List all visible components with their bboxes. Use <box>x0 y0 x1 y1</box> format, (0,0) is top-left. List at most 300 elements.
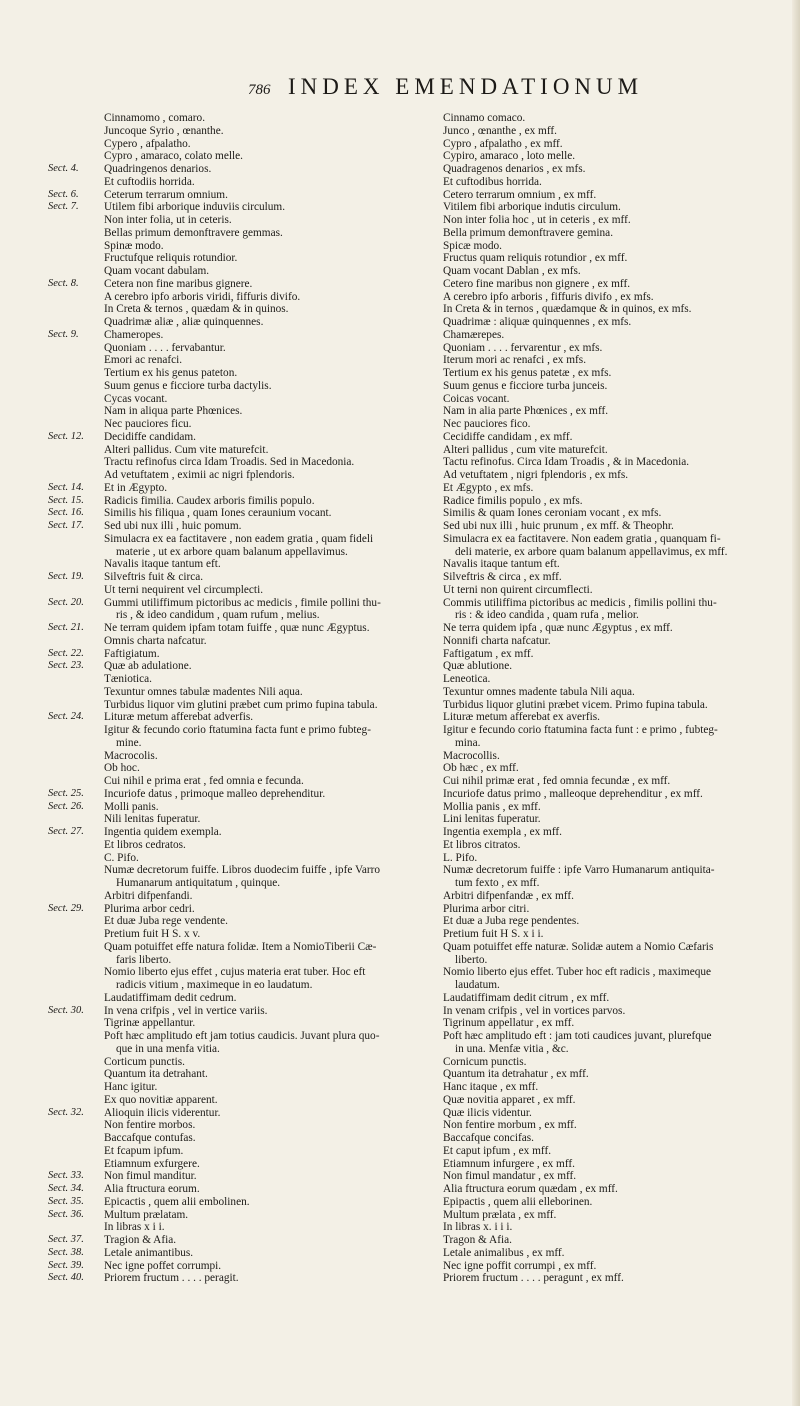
right-entry: Ob hæc , ex mff. <box>443 762 519 775</box>
left-entry <box>48 954 428 967</box>
entry-text: Ceterum terrarum omnium. <box>104 188 228 201</box>
left-entry <box>48 444 428 457</box>
running-title: INDEX EMENDATIONUM <box>288 74 644 99</box>
right-entry: Letale animalibus , ex mff. <box>443 1246 565 1259</box>
right-entry: Ad vetuftatem , nigri fplendoris , ex mfs. <box>443 469 629 481</box>
section-marker: Sect. 4. <box>48 163 79 174</box>
entry-text: Juncoque Syrio , œnanthe. <box>104 124 224 137</box>
left-entry <box>48 1260 428 1273</box>
entry-text: Corticum punctis. <box>104 1055 185 1068</box>
section-marker <box>48 316 104 329</box>
right-entry: Baccafque concifas. <box>443 1132 534 1144</box>
left-entry <box>48 138 428 151</box>
section-marker <box>48 890 104 903</box>
section-marker: Sect. 24. <box>48 711 84 723</box>
right-entry: Numæ decretorum fuiffe : ipfe Varro Humanarum antiquita- <box>443 864 715 877</box>
right-entry: Ne terra quidem ipfa , quæ nunc Ægyptus , ex mff. <box>443 622 673 634</box>
entry-text: Ad vetuftatem , eximii ac nigri fplendoris. <box>104 469 295 481</box>
entry-text: Gummi utiliffimum pictoribus ac medicis , fimile pollini thu- <box>104 596 381 609</box>
left-entry <box>48 1107 428 1120</box>
left-entry <box>48 788 428 801</box>
entry-text: Letale animantibus. <box>104 1246 194 1259</box>
entry-text: Tragion & Afia. <box>104 1234 177 1246</box>
right-entry: Silveftris & circa , ex mff. <box>443 571 562 583</box>
right-entry: Cui nihil primæ erat , fed omnia fecundæ , ex mff. <box>443 775 671 787</box>
section-marker: Sect. 16. <box>48 507 84 519</box>
entry-text: que in una menfa vitia. <box>116 1042 220 1055</box>
left-entry <box>48 342 428 355</box>
right-entry: liberto. <box>455 953 488 966</box>
left-entry <box>48 801 428 814</box>
right-entry: in una. Menfæ vitia , &c. <box>455 1042 569 1055</box>
right-entry: Laudatiffimam dedit citrum , ex mff. <box>443 991 610 1004</box>
entry-text: In Creta & ternos , quædam & in quinos. <box>104 303 289 316</box>
entry-text: Poft hæc amplitudo eft jam totius caudicis. Juvant plura quo- <box>104 1030 380 1042</box>
right-entry: Et Ægypto , ex mfs. <box>443 481 534 494</box>
entry-text: ris , & ideo candidum , quam rufum , melius. <box>116 609 320 622</box>
section-marker <box>48 367 104 380</box>
entry-text: Macrocolis. <box>104 749 158 762</box>
section-marker <box>48 252 104 265</box>
entry-text: Ob hoc. <box>104 762 140 775</box>
left-entry <box>48 431 428 444</box>
entry-text: Cypero , afpalatho. <box>104 137 191 150</box>
left-entry <box>48 240 428 253</box>
entry-text: Alioquin ilicis viderentur. <box>104 1106 221 1119</box>
left-entry <box>48 1234 428 1247</box>
right-entry: Etiamnum infurgere , ex mff. <box>443 1157 575 1170</box>
left-entry <box>48 839 428 852</box>
section-marker <box>48 240 104 253</box>
entry-text: Cypro , amaraco, colato melle. <box>104 150 243 163</box>
section-marker: Sect. 37. <box>48 1234 84 1245</box>
section-marker: Sect. 35. <box>48 1195 84 1207</box>
right-entry: Macrocollis. <box>443 749 500 762</box>
right-entry: Tigrinum appellatur , ex mff. <box>443 1017 575 1030</box>
entry-text: Ut terni nequirent vel circumplecti. <box>104 583 264 596</box>
left-entry <box>48 405 428 418</box>
right-entry: In Creta & in ternos , quædamque & in quinos, ex mfs. <box>443 303 692 316</box>
right-entry: Nam in alia parte Phœnices , ex mff. <box>443 405 609 418</box>
right-entry: Turbidus liquor glutini præbet vicem. Primo fupina tabula. <box>443 698 708 711</box>
entry-text: Chameropes. <box>104 328 164 341</box>
page-header <box>248 74 768 104</box>
right-entry: Cypro , afpalatho , ex mff. <box>443 137 563 150</box>
right-entry: Multum prælata , ex mff. <box>443 1208 557 1221</box>
entry-text: Humanarum antiquitatum , quinque. <box>116 877 281 889</box>
right-entry: Quoniam . . . . fervarentur , ex mfs. <box>443 341 603 354</box>
entry-text: Spinæ modo. <box>104 239 164 252</box>
left-entry <box>48 1183 428 1196</box>
section-marker: Sect. 8. <box>48 277 79 289</box>
right-entry: deli materie, ex arbore quam balanum appellavimus, ex mff. <box>455 545 728 558</box>
left-entry <box>48 546 428 559</box>
entry-text: Molli panis. <box>104 800 159 813</box>
section-marker <box>48 469 104 482</box>
section-marker <box>48 928 104 941</box>
right-entry: Igitur e fecundo corio ftatumina facta funt : e primo , fubteg- <box>443 724 718 736</box>
entry-text: Similis his filiqua , quam Iones ceraunium vocant. <box>104 507 332 520</box>
section-marker <box>48 635 104 648</box>
right-entry: Priorem fructum . . . . peragunt , ex mff. <box>443 1272 624 1285</box>
left-entry <box>48 252 428 265</box>
section-marker <box>48 1081 104 1094</box>
left-entry <box>48 354 428 367</box>
entry-text: Nam in aliqua parte Phœnices. <box>104 405 243 418</box>
right-entry: Quadragenos denarios , ex mfs. <box>443 163 586 175</box>
right-entry: Nec pauciores fico. <box>443 418 531 430</box>
section-marker <box>48 1056 104 1069</box>
entry-text: Tæniotica. <box>104 673 153 685</box>
entry-text: Quæ ab adulatione. <box>104 660 192 673</box>
section-marker: Sect. 19. <box>48 571 84 582</box>
entry-text: Navalis itaque tantum eft. <box>104 558 221 571</box>
entry-text: Non fimul manditur. <box>104 1170 197 1183</box>
left-entry <box>48 584 428 597</box>
section-marker <box>48 1068 104 1081</box>
left-entry <box>48 890 428 903</box>
right-entry: Epipactis , quem alii elleborinen. <box>443 1195 593 1208</box>
section-marker <box>48 533 104 546</box>
entry-text: faris liberto. <box>116 953 172 966</box>
entry-text: Quoniam . . . . fervabantur. <box>104 341 226 354</box>
section-marker <box>48 393 104 406</box>
entry-text: Et fcapum ipfum. <box>104 1144 184 1157</box>
entry-text: Incuriofe datus , primoque malleo deprehenditur. <box>104 787 326 800</box>
entry-text: Nomio liberto ejus effet , cujus materia erat tuber. Hoc eft <box>104 966 366 979</box>
right-entry: Tactu refinofus. Circa Idam Troadis , & in Macedonia. <box>443 456 690 469</box>
left-entry <box>48 303 428 316</box>
left-entry <box>48 278 428 291</box>
section-marker <box>48 852 104 865</box>
section-marker <box>48 724 104 737</box>
left-entry <box>48 826 428 839</box>
right-entry: Fructus quam reliquis rotundior , ex mff. <box>443 252 628 265</box>
section-marker <box>48 456 104 469</box>
right-entry: Cecidiffe candidam , ex mff. <box>443 430 573 443</box>
entry-text: Numæ decretorum fuiffe. Libros duodecim fuiffe , ipfe Varro <box>104 864 381 877</box>
left-entry <box>48 1081 428 1094</box>
right-entry: Et caput ipfum , ex mff. <box>443 1144 552 1157</box>
entry-text: In libras x i i. <box>104 1221 165 1234</box>
right-entry: Quæ ablutione. <box>443 660 513 673</box>
entry-text: Cycas vocant. <box>104 392 168 405</box>
left-entry <box>48 877 428 890</box>
entry-text: Igitur & fecundo corio ftatumina facta funt e primo fubteg- <box>104 724 371 736</box>
right-entry: Tragon & Afia. <box>443 1234 512 1246</box>
left-entry <box>48 507 428 520</box>
section-marker: Sect. 25. <box>48 787 84 799</box>
entry-text: Nili lenitas fuperatur. <box>104 813 201 826</box>
entry-text: Lituræ metum afferebat adverfis. <box>104 711 254 724</box>
entry-text: Non fentire morbos. <box>104 1119 196 1132</box>
entry-text: Alteri pallidus. Cum vite maturefcit. <box>104 443 269 456</box>
entry-text: Simulacra ex ea factitavere , non eadem gratia , quam fideli <box>104 532 374 545</box>
left-entry <box>48 533 428 546</box>
left-entry <box>48 1043 428 1056</box>
section-marker <box>48 1158 104 1171</box>
left-entry <box>48 609 428 622</box>
right-entry: tum fexto , ex mff. <box>455 877 540 889</box>
section-marker <box>48 966 104 979</box>
entry-text: Quadrimæ aliæ , aliæ quinquennes. <box>104 316 264 328</box>
section-marker <box>48 609 104 622</box>
left-entry <box>48 711 428 724</box>
entry-text: A cerebro ipfo arboris viridi, fiffuris divifo. <box>104 290 301 303</box>
left-entry <box>48 966 428 979</box>
left-entry <box>48 112 428 125</box>
right-entry: Lituræ metum afferebat ex averfis. <box>443 711 600 724</box>
right-entry: Plurima arbor citri. <box>443 902 530 915</box>
right-entry: ris : & ideo candida , quam rufa , melior. <box>455 609 639 622</box>
entry-text: Laudatiffimam dedit cedrum. <box>104 991 237 1004</box>
left-entry <box>48 1247 428 1260</box>
section-marker: Sect. 22. <box>48 647 84 659</box>
section-marker: Sect. 33. <box>48 1170 84 1182</box>
entry-text: Suum genus e ficciore turba dactylis. <box>104 379 272 392</box>
left-entry <box>48 673 428 686</box>
left-entry <box>48 291 428 304</box>
section-marker: Sect. 6. <box>48 188 79 200</box>
entry-text: Quam potuiffet effe natura folidæ. Item a NomioTiberii Cæ- <box>104 940 377 953</box>
section-marker <box>48 150 104 163</box>
section-marker <box>48 686 104 699</box>
section-marker: Sect. 20. <box>48 596 84 608</box>
left-column-original-readings <box>48 112 428 1285</box>
right-entry: Cetero terrarum omnium , ex mff. <box>443 188 597 201</box>
right-entry: Quam vocant Dablan , ex mfs. <box>443 265 581 277</box>
section-marker <box>48 265 104 278</box>
entry-text: Decidiffe candidam. <box>104 430 197 443</box>
left-entry <box>48 928 428 941</box>
entry-text: Utilem fibi arborique induviis circulum. <box>104 201 286 214</box>
entry-text: Et libros cedratos. <box>104 838 186 851</box>
right-entry: Incuriofe datus primo , malleoque deprehenditur , ex mff. <box>443 787 703 800</box>
right-entry: Quæ novitia apparet , ex mff. <box>443 1093 576 1106</box>
section-marker: Sect. 21. <box>48 622 84 633</box>
right-entry: Spicæ modo. <box>443 239 502 252</box>
entry-text: Epicactis , quem alii embolinen. <box>104 1195 250 1208</box>
section-marker <box>48 303 104 316</box>
section-marker <box>48 418 104 431</box>
entry-text: Cinnamomo , comaro. <box>104 112 206 124</box>
entry-text: Hanc igitur. <box>104 1081 158 1093</box>
section-marker <box>48 775 104 788</box>
left-entry <box>48 597 428 610</box>
entry-text: Priorem fructum . . . . peragit. <box>104 1272 239 1285</box>
entry-text: Baccafque contufas. <box>104 1132 196 1144</box>
section-marker <box>48 762 104 775</box>
right-entry: Ingentia exempla , ex mff. <box>443 826 562 838</box>
section-marker: Sect. 17. <box>48 520 84 531</box>
entry-text: Tigrinæ appellantur. <box>104 1017 196 1030</box>
entry-text: Faftigiatum. <box>104 647 160 660</box>
right-entry: Pretium fuit H S. x i i. <box>443 928 544 940</box>
left-entry <box>48 482 428 495</box>
section-marker <box>48 941 104 954</box>
section-marker <box>48 125 104 138</box>
right-entry: Quadrimæ : aliquæ quinquennes , ex mfs. <box>443 316 632 328</box>
left-entry <box>48 1158 428 1171</box>
left-entry <box>48 775 428 788</box>
section-marker: Sect. 34. <box>48 1183 84 1194</box>
right-entry: Navalis itaque tantum eft. <box>443 558 560 571</box>
left-entry <box>48 1017 428 1030</box>
right-entry: laudatum. <box>455 979 500 991</box>
section-marker: Sect. 14. <box>48 481 84 493</box>
entry-text: In vena crifpis , vel in vertice variis. <box>104 1004 268 1017</box>
left-entry <box>48 520 428 533</box>
section-marker <box>48 954 104 967</box>
entry-text: Quantum ita detrahant. <box>104 1068 208 1081</box>
left-entry <box>48 1145 428 1158</box>
right-entry: Junco , œnanthe , ex mff. <box>443 124 557 137</box>
right-entry: Suum genus e ficciore turba junceis. <box>443 379 608 392</box>
left-entry <box>48 660 428 673</box>
left-entry <box>48 1094 428 1107</box>
entry-text: Radicis fimilia. Caudex arboris fimilis populo. <box>104 494 315 507</box>
left-entry <box>48 1056 428 1069</box>
left-entry <box>48 150 428 163</box>
section-marker <box>48 176 104 189</box>
section-marker: Sect. 7. <box>48 201 79 213</box>
left-entry <box>48 189 428 202</box>
section-marker: Sect. 40. <box>48 1272 84 1284</box>
left-entry <box>48 648 428 661</box>
right-entry: Cinnamo comaco. <box>443 112 526 124</box>
section-marker <box>48 380 104 393</box>
section-marker <box>48 979 104 992</box>
entry-text: Quam vocant dabulam. <box>104 265 210 277</box>
right-entry: Radice fimilis populo , ex mfs. <box>443 494 583 507</box>
left-entry <box>48 1030 428 1043</box>
entry-text: Et in Ægypto. <box>104 481 168 494</box>
entry-text: Non inter folia, ut in ceteris. <box>104 214 232 226</box>
section-marker <box>48 699 104 712</box>
left-entry <box>48 915 428 928</box>
section-marker <box>48 673 104 686</box>
section-marker <box>48 1119 104 1132</box>
section-marker: Sect. 23. <box>48 660 84 672</box>
left-entry <box>48 864 428 877</box>
section-marker <box>48 1043 104 1056</box>
left-entry <box>48 367 428 380</box>
left-entry <box>48 903 428 916</box>
entry-text: Sed ubi nux illi , huic pomum. <box>104 520 242 532</box>
section-marker <box>48 112 104 125</box>
entry-text: Emori ac renafci. <box>104 354 183 367</box>
right-entry: Non inter folia hoc , ut in ceteris , ex mff. <box>443 214 631 226</box>
left-entry <box>48 1119 428 1132</box>
right-entry: Alteri pallidus , cum vite maturefcit. <box>443 443 608 456</box>
entry-text: Cui nihil e prima erat , fed omnia e fecunda. <box>104 775 304 787</box>
right-entry: Tertium ex his genus patetæ , ex mfs. <box>443 367 612 379</box>
section-marker <box>48 737 104 750</box>
entry-text: Arbitri difpenfandi. <box>104 889 193 902</box>
right-entry: Chamærepes. <box>443 328 505 341</box>
right-entry: L. Pifo. <box>443 851 478 864</box>
left-entry <box>48 1209 428 1222</box>
left-entry <box>48 1196 428 1209</box>
right-entry: Nec igne poffit corrumpi , ex mff. <box>443 1259 597 1272</box>
entry-text: C. Pifo. <box>104 851 139 864</box>
section-marker <box>48 546 104 559</box>
section-marker: Sect. 29. <box>48 902 84 914</box>
right-entry: Simulacra ex ea factitavere. Non eadem gratia , quanquam fi- <box>443 532 721 545</box>
right-entry: Non fentire morbum , ex mff. <box>443 1119 577 1132</box>
left-entry <box>48 214 428 227</box>
entry-text: Etiamnum exfurgere. <box>104 1157 200 1170</box>
entry-text: Multum prælatam. <box>104 1208 189 1221</box>
entry-text: Turbidus liquor vim glutini præbet cum primo fupina tabula. <box>104 698 378 711</box>
entry-text: Silveftris fuit & circa. <box>104 571 204 583</box>
right-entry: Leneotica. <box>443 673 491 685</box>
entry-text: materie , ut ex arbore quam balanum appellavimus. <box>116 545 348 558</box>
left-entry <box>48 852 428 865</box>
left-entry <box>48 418 428 431</box>
section-marker <box>48 839 104 852</box>
right-entry: Mollia panis , ex mff. <box>443 800 541 813</box>
entry-text: Ne terram quidem ipfam totam fuiffe , quæ nunc Ægyptus. <box>104 622 370 634</box>
right-entry: Arbitri difpenfandæ , ex mff. <box>443 889 574 902</box>
entry-text: Nec igne poffet corrumpi. <box>104 1259 222 1272</box>
section-marker <box>48 1094 104 1107</box>
page-edge-shadow <box>792 0 800 1406</box>
section-marker <box>48 877 104 890</box>
left-entry <box>48 699 428 712</box>
left-entry <box>48 558 428 571</box>
right-entry: Cetero fine maribus non gignere , ex mff. <box>443 277 631 290</box>
right-entry: Similis & quam Iones ceroniam vocant , ex mfs. <box>443 507 662 520</box>
right-entry: Coicas vocant. <box>443 392 510 405</box>
section-marker: Sect. 26. <box>48 800 84 812</box>
left-entry <box>48 329 428 342</box>
section-marker <box>48 584 104 597</box>
left-entry <box>48 813 428 826</box>
right-entry: Vitilem fibi arborique indutis circulum. <box>443 201 621 214</box>
right-entry: Et libros citratos. <box>443 838 521 851</box>
section-marker <box>48 750 104 763</box>
right-entry: Et duæ a Juba rege pendentes. <box>443 915 580 928</box>
right-entry: Poft hæc amplitudo eft : jam toti caudices juvant, plurefque <box>443 1030 712 1042</box>
right-entry: Ut terni non quirent circumflecti. <box>443 583 593 596</box>
section-marker <box>48 1030 104 1043</box>
entry-text: Alia ftructura eorum. <box>104 1183 200 1195</box>
left-entry <box>48 1221 428 1234</box>
left-entry <box>48 724 428 737</box>
left-entry <box>48 380 428 393</box>
left-entry <box>48 456 428 469</box>
left-entry <box>48 1272 428 1285</box>
right-entry: Nomio liberto ejus effet. Tuber hoc eft radicis , maximeque <box>443 966 712 979</box>
right-column-emendations <box>443 112 795 1285</box>
section-marker <box>48 1221 104 1234</box>
left-entry <box>48 635 428 648</box>
entry-text: mine. <box>116 736 142 749</box>
right-entry: Quantum ita detrahatur , ex mff. <box>443 1068 589 1081</box>
section-marker <box>48 1145 104 1158</box>
left-entry <box>48 686 428 699</box>
entry-text: Quadringenos denarios. <box>104 163 212 175</box>
section-marker <box>48 138 104 151</box>
entry-text: Texuntur omnes tabulæ madentes Nili aqua. <box>104 685 303 698</box>
right-entry: Iterum mori ac renafci , ex mfs. <box>443 354 587 367</box>
right-entry: Faftigatum , ex mff. <box>443 647 534 660</box>
right-entry: In venam crifpis , vel in vortices parvos. <box>443 1004 626 1017</box>
left-entry <box>48 469 428 482</box>
right-entry: Sed ubi nux illi , huic prunum , ex mff. & Theophr. <box>443 520 674 532</box>
entry-text: Et duæ Juba rege vendente. <box>104 915 228 928</box>
